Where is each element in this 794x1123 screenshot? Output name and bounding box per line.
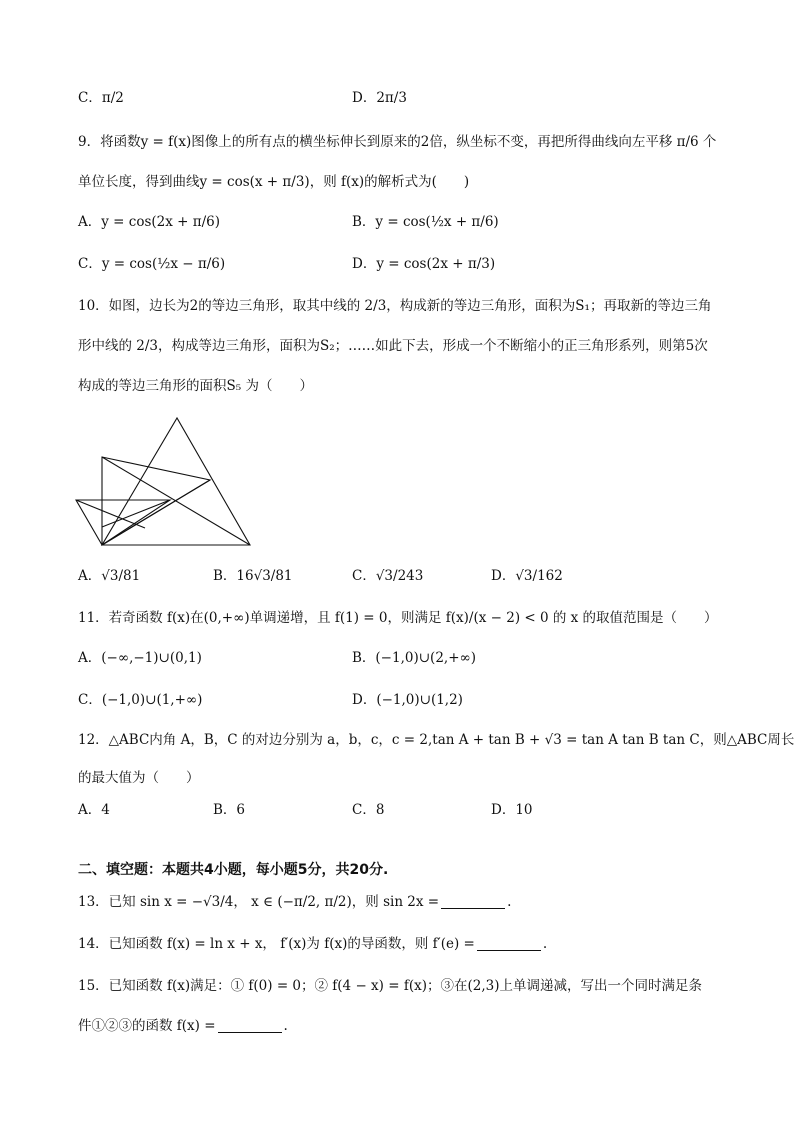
nested-triangles-figure (70, 412, 260, 552)
q14-answer-blank[interactable] (477, 949, 541, 951)
q15-row2 (78, 1016, 288, 1036)
q11-option-a: A．(−∞,−1)∪(0,1) (78, 650, 202, 666)
section-heading-fill-in: 二、填空题：本题共4小题，每小题5分，共20分. (78, 862, 389, 878)
q9-stem-line1: 9．将函数y = f(x)图像上的所有点的横坐标伸长到原来的2倍，纵坐标不变，再把所得曲线向左平移 π/6 个 (78, 134, 717, 150)
q15-stem-line2: 件①②③的函数 f(x) = (78, 1018, 216, 1034)
q10-option-b: B．16√3/81 (213, 568, 293, 584)
q11-option-d: D．(−1,0)∪(1,2) (352, 692, 463, 708)
q13-end: . (507, 894, 512, 910)
q11-option-b: B．(−1,0)∪(2,+∞) (352, 650, 477, 666)
q9-option-b: B．y = cos(½x + π/6) (352, 214, 499, 230)
q9-option-c: C．y = cos(½x − π/6) (78, 256, 226, 272)
median-line-1 (102, 480, 210, 545)
q14-stem: 14．已知函数 f(x) = ln x + x， f′(x)为 f(x)的导函数，则 f′(e) = (78, 936, 475, 952)
q14-end: . (542, 936, 548, 952)
q10-option-a: A．√3/81 (78, 568, 141, 584)
q12-option-a: A．4 (78, 802, 110, 818)
q14-row (78, 934, 547, 954)
q12-stem-line1: 12．△ABC内角 A，B，C 的对边分别为 a，b，c，c = 2,tan A + tan B + √3 = tan A tan B tan C，则△ABC周长 (78, 732, 794, 748)
q13-row (78, 892, 511, 912)
q8-option-c: C．π/2 (78, 90, 124, 106)
q12-option-c: C．8 (352, 802, 385, 818)
q11-option-c: C．(−1,0)∪(1,+∞) (78, 692, 203, 708)
q10-option-d: D．√3/162 (491, 568, 563, 584)
q15-stem-line1: 15．已知函数 f(x)满足：① f(0) = 0；② f(4 − x) = f(x)；③在(2,3)上单调递减，写出一个同时满足条 (78, 978, 702, 994)
q9-option-a: A．y = cos(2x + π/6) (78, 214, 221, 230)
q11-stem: 11．若奇函数 f(x)在(0,+∞)单调递增，且 f(1) = 0，则满足 f(x)/(x − 2) < 0 的 x 的取值范围是（ ） (78, 610, 718, 626)
q12-option-b: B．6 (213, 802, 246, 818)
q15-end: . (283, 1018, 288, 1034)
q15-answer-blank[interactable] (218, 1031, 282, 1033)
q8-option-d: D．2π/3 (352, 90, 407, 106)
triangle-3 (76, 500, 170, 545)
q9-option-d: D．y = cos(2x + π/3) (352, 256, 496, 272)
triangle-2 (102, 457, 210, 545)
triangle-1 (102, 418, 250, 545)
q13-answer-blank[interactable] (441, 907, 505, 909)
q12-stem-line2: 的最大值为（ ） (78, 770, 200, 786)
q10-stem-line3: 构成的等边三角形的面积S₅ 为（ ） (78, 378, 313, 394)
q10-stem-line2: 形中线的 2/3，构成等边三角形，面积为S₂；……如此下去，形成一个不断缩小的正三角形系列，则第5次 (78, 338, 708, 354)
q13-stem: 13．已知 sin x = −√3/4， x ∈ (−π/2, π/2)，则 sin 2x = (78, 894, 440, 910)
q10-stem-line1: 10．如图，边长为2的等边三角形，取其中线的 2/3，构成新的等边三角形，面积为S₁；再取新的等边三角 (78, 298, 712, 314)
q12-option-d: D．10 (491, 802, 533, 818)
q10-option-c: C．√3/243 (352, 568, 424, 584)
q9-stem-line2: 单位长度，得到曲线y = cos(x + π/3)，则 f(x)的解析式为( ) (78, 174, 470, 190)
